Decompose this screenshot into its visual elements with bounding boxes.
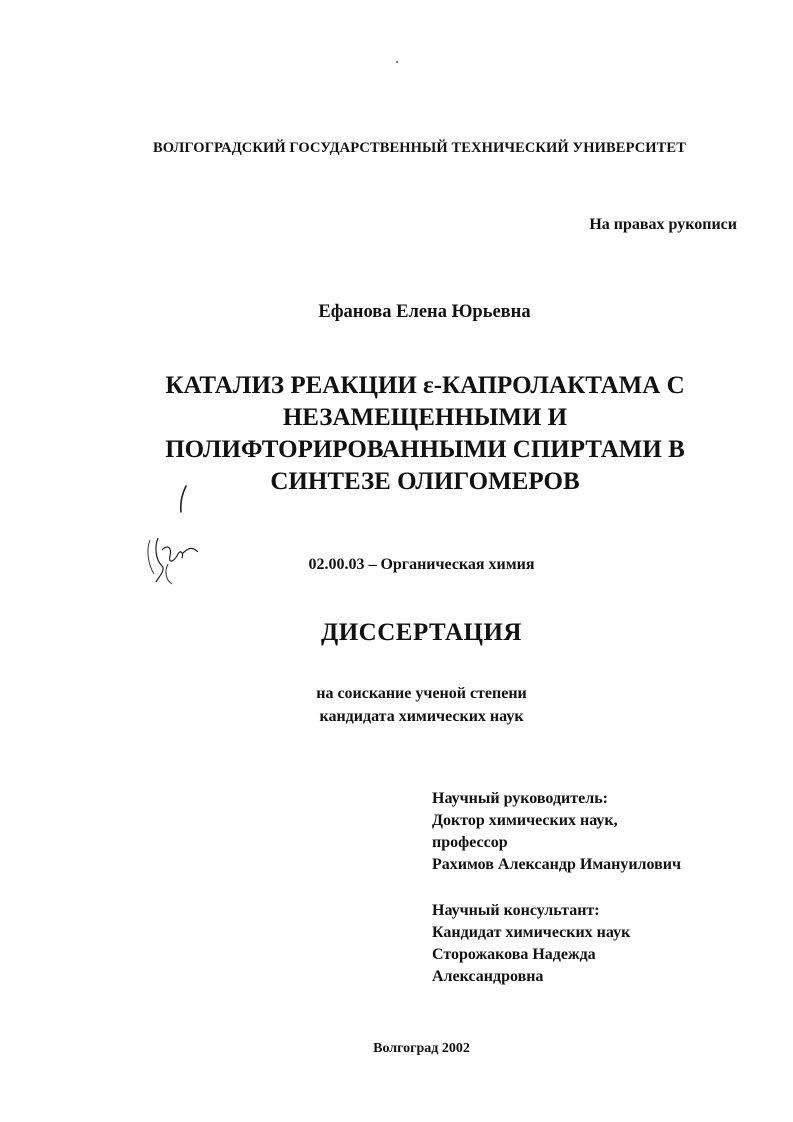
title-line: КАТАЛИЗ РЕАКЦИИ ε-КАПРОЛАКТАМА С [165, 372, 685, 399]
title-line: ПОЛИФТОРИРОВАННЫМИ СПИРТАМИ В [165, 436, 685, 463]
university-name: ВОЛГОГРАДСКИЙ ГОСУДАРСТВЕННЫЙ ТЕХНИЧЕСКИЙ УНИВЕРСИТЕТ [153, 140, 686, 156]
consultant-block [432, 900, 772, 988]
consultant-patronymic: Александровна [432, 968, 544, 985]
manuscript-rights-note: На правах рукописи [589, 216, 737, 233]
specialty-code: 02.00.03 – Органическая химия [308, 556, 535, 573]
supervisor-rank: профессор [432, 834, 508, 851]
signature-icon [128, 468, 218, 598]
consultant-degree: Кандидат химических наук [432, 924, 631, 941]
supervisor-degree: Доктор химических наук, [432, 812, 618, 829]
title-line: НЕЗАМЕЩЕННЫМИ И [282, 404, 568, 431]
degree-line: на соискание ученой степени [316, 685, 527, 702]
degree-description [0, 682, 793, 728]
advisors-block [432, 788, 772, 988]
scan-dot-icon [395, 60, 399, 64]
author-name: Ефанова Елена Юрьевна [318, 302, 531, 322]
advisors-spacer [432, 876, 772, 900]
supervisor-heading: Научный руководитель: [432, 790, 608, 807]
degree-line: кандидата химических наук [319, 708, 524, 725]
city-year: Волгоград 2002 [373, 1041, 470, 1056]
supervisor-name: Рахимов Александр Имануилович [432, 856, 682, 873]
document-type: ДИССЕРТАЦИЯ [321, 619, 522, 646]
supervisor-block [432, 788, 772, 876]
title-line: СИНТЕЗЕ ОЛИГОМЕРОВ [270, 468, 580, 495]
consultant-heading: Научный консультант: [432, 902, 600, 919]
consultant-name: Сторожакова Надежда [432, 946, 596, 963]
